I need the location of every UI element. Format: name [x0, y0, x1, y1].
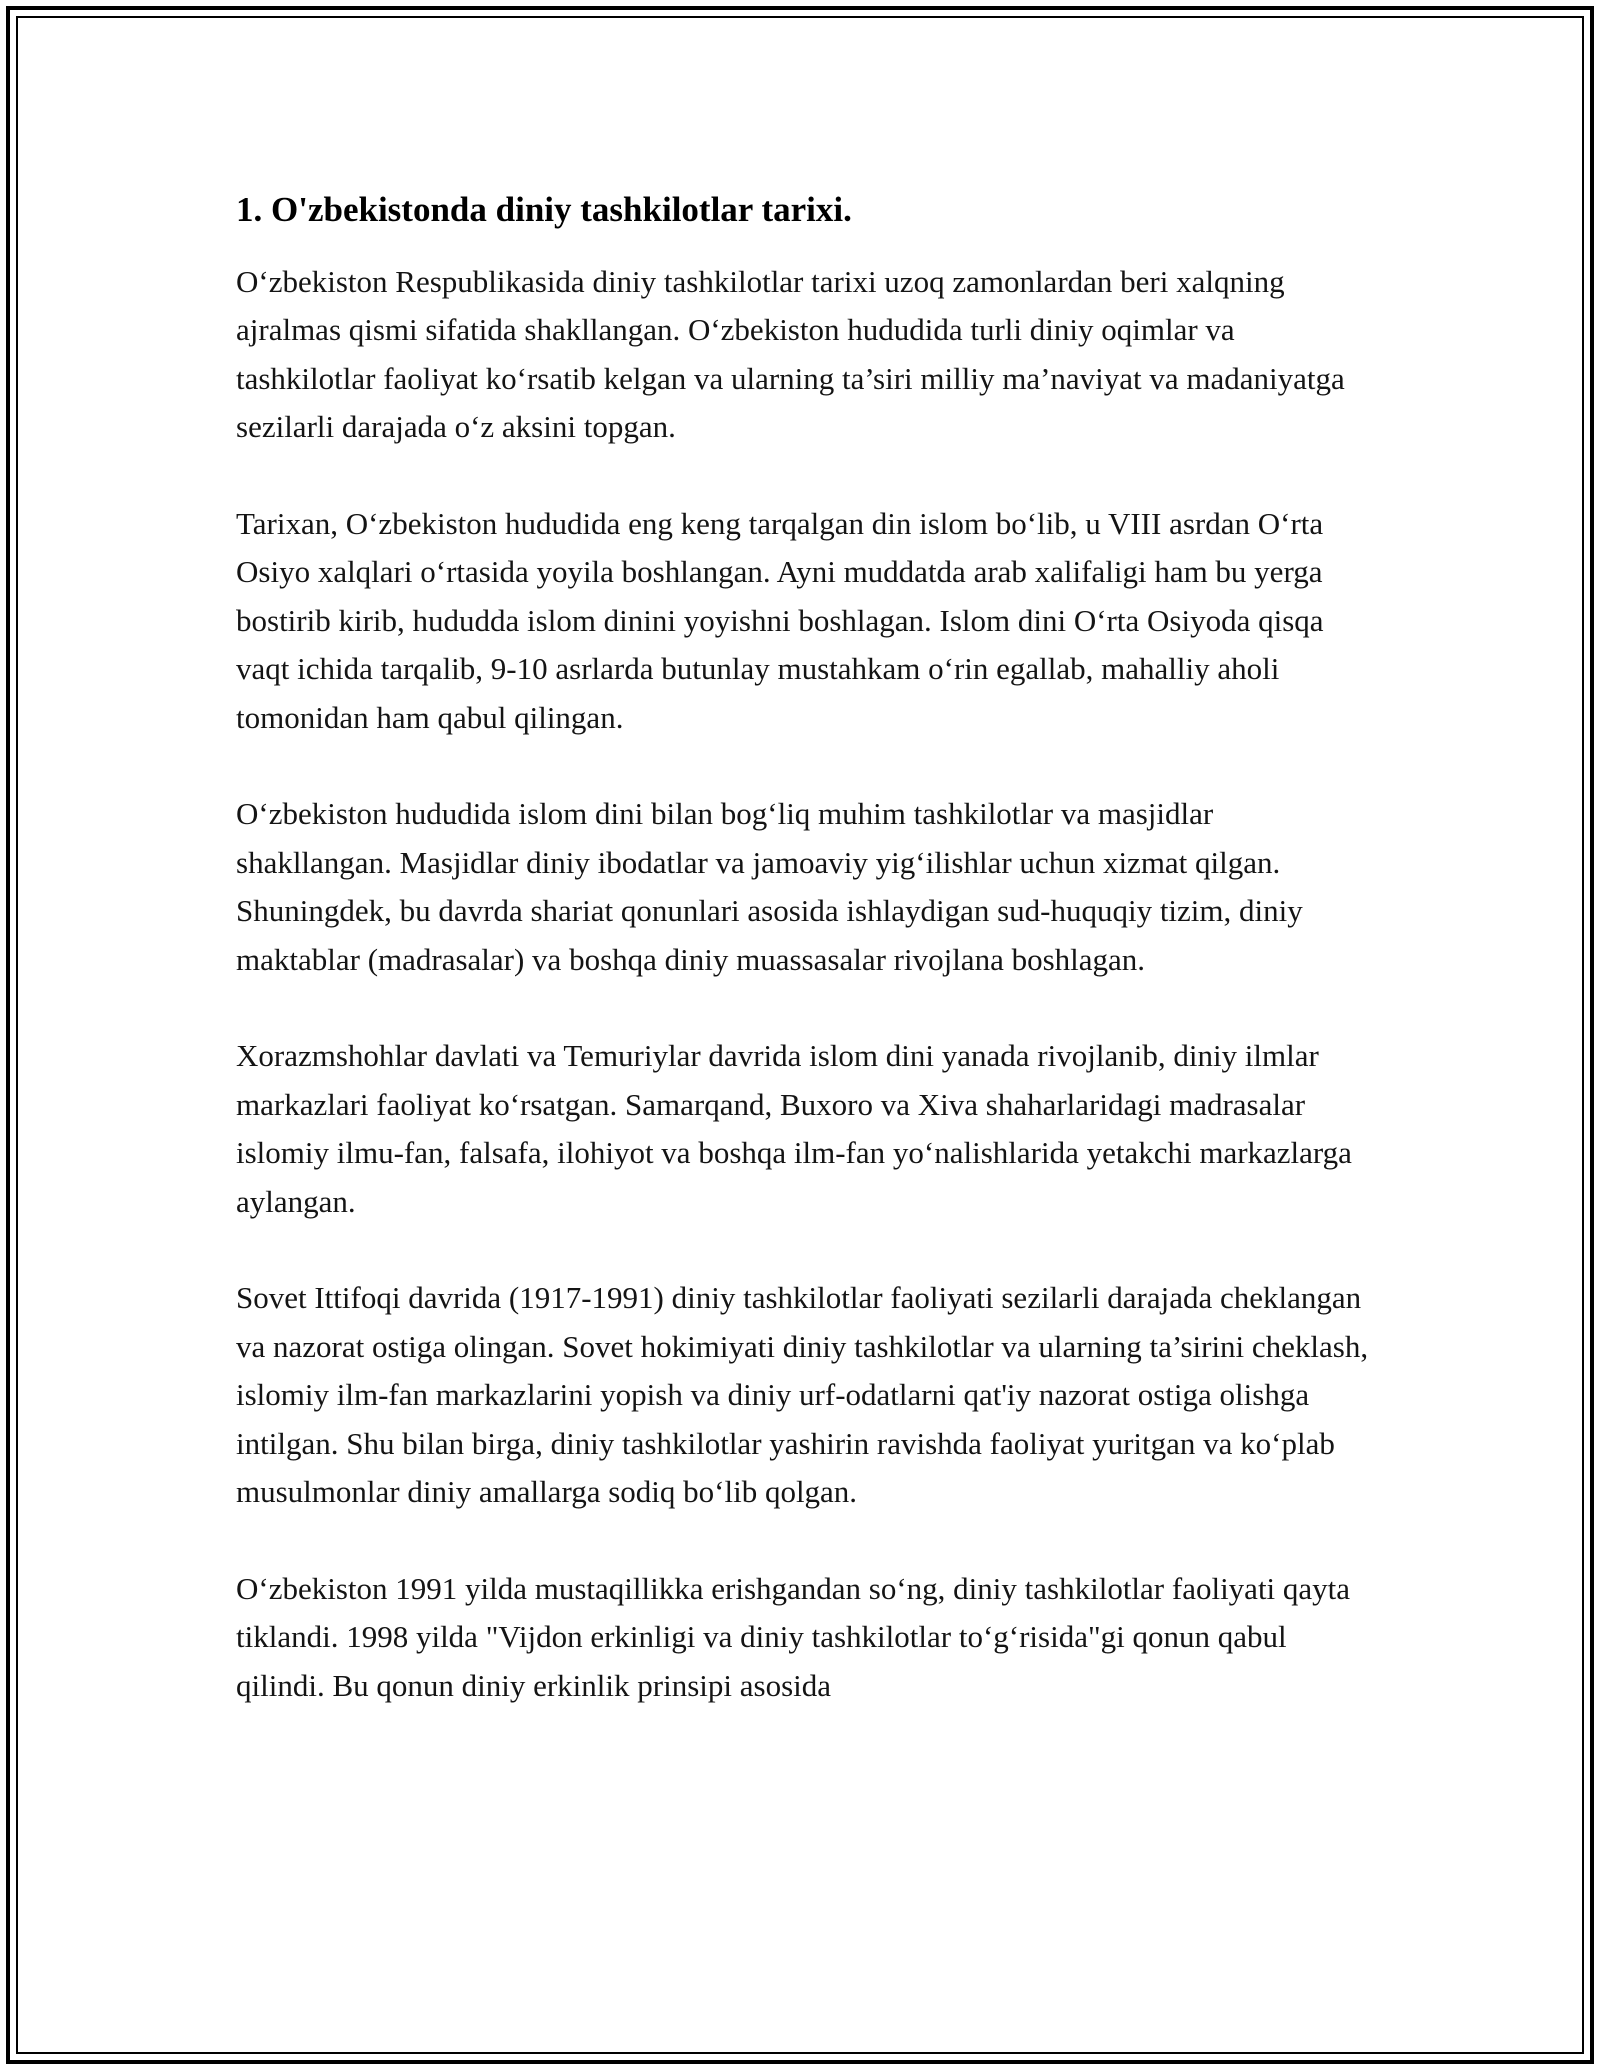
paragraph-intro: O‘zbekiston Respublikasida diniy tashkilotlar tarixi uzoq zamonlardan beri xalqning ajralmas qismi sifatida shakllangan. O‘zbekiston hududida turli diniy oqimlar va tashkilotlar faoliyat ko‘rsatib kelgan va ularning ta’siri milliy ma’naviyat va madaniyatga sezilarli darajada o‘z aksini topgan. — [236, 263, 1345, 445]
paragraph-soviet-era: Sovet Ittifoqi davrida (1917-1991) diniy tashkilotlar faoliyati sezilarli darajada cheklangan va nazorat ostiga olingan. Sovet hokimiyati diniy tashkilotlar va ularning ta’sirini cheklash, islomiy ilm-fan markazlarini yopish va diniy urf-odatlarni qat'iy nazorat ostiga olishga intilgan. Shu bilan birga, diniy tashkilotlar yashirin ravishda faoliyat yuritgan va ko‘plab musulmonlar diniy amallarga sodiq bo‘lib qolgan. — [236, 1280, 1369, 1510]
section-heading: 1. O'zbekistonda diniy tashkilotlar tarixi. — [236, 190, 852, 229]
paragraph-mosques: O‘zbekiston hududida islom dini bilan bog‘liq muhim tashkilotlar va masjidlar shakllangan. Masjidlar diniy ibodatlar va jamoaviy yig‘ilishlar uchun xizmat qilgan. Shuningdek, bu davrda shariat qonunlari asosida ishlaydigan sud-huquqiy tizim, diniy maktablar (madrasalar) va boshqa diniy muassasalar rivojlana boshlagan. — [236, 796, 1303, 977]
paragraph-islam-spread: Tarixan, O‘zbekiston hududida eng keng tarqalgan din islom bo‘lib, u VIII asrdan O‘rta Osiyo xalqlari o‘rtasida yoyila boshlangan. Ayni muddatda arab xalifaligi ham bu yerga bostirib kirib, hududda islom dinini yoyishni boshlagan. Islom dini O‘rta Osiyoda qisqa vaqt ichida tarqalib, 9-10 asrlarda butunlay mustahkam o‘rin egallab, mahalliy aholi tomonidan ham qabul qilingan. — [236, 505, 1324, 735]
paragraph-timurids: Xorazmshohlar davlati va Temuriylar davrida islom dini yanada rivojlanib, diniy ilmlar markazlari faoliyat ko‘rsatgan. Samarqand, Buxoro va Xiva shaharlaridagi madrasalar islomiy ilmu-fan, falsafa, ilohiyot va boshqa ilm-fan yo‘nalishlarida yetakchi markazlarga aylangan. — [236, 1038, 1352, 1219]
paragraph-independence: O‘zbekiston 1991 yilda mustaqillikka erishgandan so‘ng, diniy tashkilotlar faoliyati qayta tiklandi. 1998 yilda "Vijdon erkinligi va diniy tashkilotlar to‘g‘risida"gi qonun qabul qilindi. Bu qonun diniy erkinlik prinsipi asosida — [236, 1570, 1351, 1703]
document-body — [236, 188, 1376, 1758]
